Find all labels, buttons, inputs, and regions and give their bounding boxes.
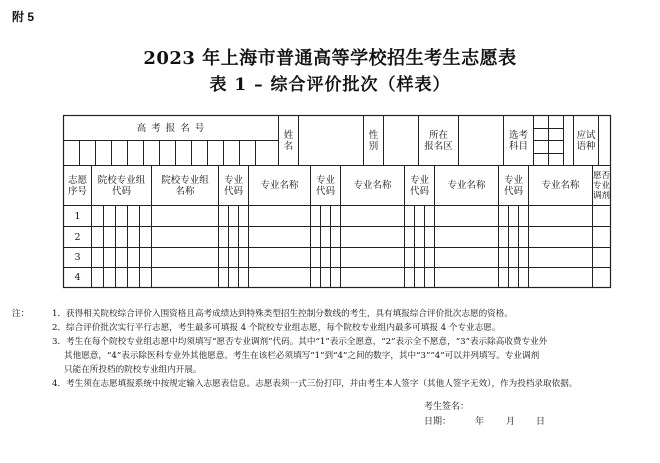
col-group-name-header: 院校专业组 名称: [161, 174, 209, 197]
annex-label: 附 5: [12, 10, 35, 24]
col-major-name-header: 专业名称: [541, 180, 580, 191]
col-major-code-header: 专业 代码: [503, 174, 523, 197]
date-month: 月: [506, 417, 516, 427]
note-3-cont: 其他愿意，“4”表示除医科专业外其他愿意。考生在该栏必须填写“1”到“4”之间的数字，其中“3”“4”可以并列填写。专业调剂: [64, 351, 540, 361]
col-group-code-header: 院校专业组 代码: [97, 174, 146, 197]
note-3: 3．考生在每个院校专业组志愿中均须填写“愿否专业调剂”代码。其中“1”表示全愿意，“2”表示全不愿意，“3”表示除高收费专业外: [52, 337, 548, 347]
col-adjust-header: 愿否 专业 调剂: [593, 170, 611, 201]
date-year: 年: [475, 417, 485, 427]
note-2: 2．综合评价批次实行平行志愿，考生最多可填报 4 个院校专业组志愿，每个院校专业组内最多可填报 4 个专业志愿。: [52, 323, 501, 333]
note-1: 1．获得相关院校综合评价入围资格且高考成绩达到特殊类型招生控制分数线的考生，具有填报综合评价批次志愿的资格。: [52, 309, 513, 319]
date-day: 日: [536, 417, 546, 427]
col-major-code-header: 专业 代码: [223, 174, 243, 197]
subjects-label: 选考 科目: [508, 129, 528, 152]
district-label: 所在 报名区: [424, 129, 453, 152]
row-seq-3: 3: [74, 252, 81, 263]
name-label: 姓 名: [283, 129, 294, 152]
language-label: 应试 语种: [576, 129, 596, 152]
col-major-name-header: 专业名称: [260, 180, 299, 191]
notes-prefix: 注：: [12, 309, 30, 319]
note-3-cont2: 只能在所投档的院校专业组内开展。: [64, 365, 202, 375]
row-seq-4: 4: [74, 272, 81, 283]
note-4: 4．考生须在志愿填报系统中按规定输入志愿表信息。志愿表须一式三份打印，并由考生本人签字（其他人签字无效），作为投档录取依据。: [52, 379, 578, 389]
col-major-code-header: 专业 代码: [409, 174, 429, 197]
gender-label: 性 别: [368, 129, 379, 152]
row-seq-2: 2: [74, 231, 81, 243]
col-major-code-header: 专业 代码: [315, 174, 335, 197]
exam-number-label: 高 考 报 名 号: [136, 122, 206, 134]
col-seq-header: 志愿 序号: [67, 174, 87, 197]
date-label: 日期：: [424, 417, 452, 427]
col-major-name-header: 专业名称: [353, 180, 392, 191]
form-title: 2023 年上海市普通高等学校招生考生志愿表: [143, 48, 517, 69]
row-seq-1: 1: [74, 210, 81, 222]
signature-label: 考生签名：: [424, 402, 470, 412]
col-major-name-header: 专业名称: [447, 180, 486, 191]
form-subtitle: 表 1 – 综合评价批次（样表）: [209, 75, 451, 95]
